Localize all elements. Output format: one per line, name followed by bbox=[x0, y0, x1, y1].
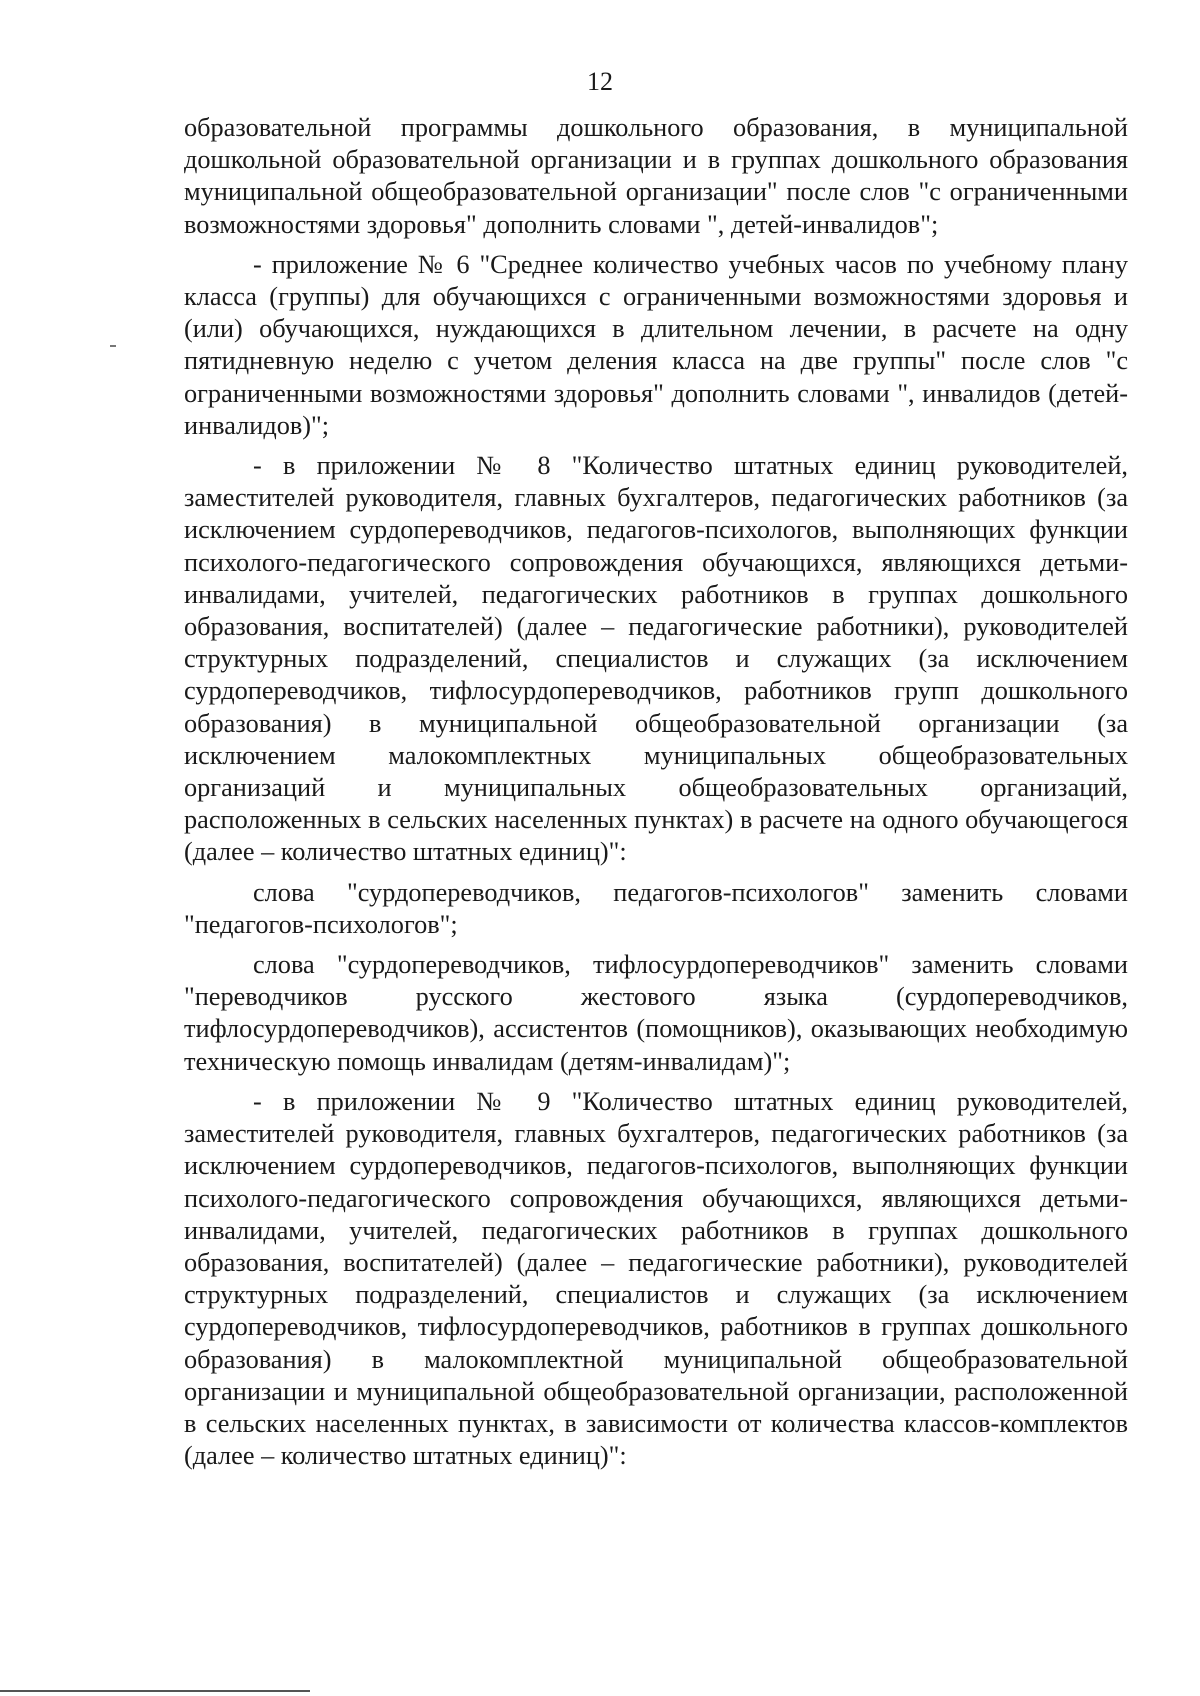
paragraph-replace-words-2: слова "сурдопереводчиков, тифлосурдопереводчиков" заменить словами "переводчиков русского жестового языка (сурдопереводчиков, тифлосурдопереводчиков), ассистентов (помощников), оказывающих необходимую техническую помощь инвалидам (детям-инвалидам)"; bbox=[184, 950, 1128, 1076]
paragraph-appendix-8: - в приложении № 8 "Количество штатных единиц руководителей, заместителей руководителя, главных бухгалтеров, педагогических работников (за исключением сурдопереводчиков, педагогов-психологов, выполняющих функции психолого-педагогического сопровождения обучающихся, являющихся детьми-инвалидами, учителей, педагогических работников в группах дошкольного образования, воспитателей) (далее – педагогические работники), руководителей структурных подразделений, специалистов и служащих (за исключением сурдопереводчиков, тифлосурдопереводчиков, работников групп дошкольного образования) в муниципальной общеобразовательной организации (за исключением малокомплектных муниципальных общеобразовательных организаций и муниципальных общеобразовательных организаций, расположенных в сельских населенных пунктах) в расчете на одного обучающегося (далее – количество штатных единиц)": bbox=[184, 451, 1128, 867]
page-number: 12 bbox=[587, 67, 613, 96]
bottom-rule bbox=[0, 1690, 310, 1692]
document-body bbox=[184, 112, 1128, 1480]
paragraph-continuation: образовательной программы дошкольного образования, в муниципальной дошкольной образовательной организации и в группах дошкольного образования муниципальной общеобразовательной организации" после слов "с ограниченными возможностями здоровья" дополнить словами ", детей-инвалидов"; bbox=[184, 113, 1128, 239]
paragraph-appendix-9: - в приложении № 9 "Количество штатных единиц руководителей, заместителей руководителя, главных бухгалтеров, педагогических работников (за исключением сурдопереводчиков, педагогов-психологов, выполняющих функции психолого-педагогического сопровождения обучающихся, являющихся детьми-инвалидами, учителей, педагогических работников в группах дошкольного образования, воспитателей) (далее – педагогические работники), руководителей структурных подразделений, специалистов и служащих (за исключением сурдопереводчиков, тифлосурдопереводчиков, работников в группах дошкольного образования) в малокомплектной муниципальной общеобразовательной организации и муниципальной общеобразовательной организации, расположенной в сельских населенных пунктах, в зависимости от количества классов-комплектов (далее – количество штатных единиц)": bbox=[184, 1086, 1128, 1471]
margin-mark bbox=[110, 345, 116, 347]
paragraph-appendix-6: - приложение № 6 "Среднее количество учебных часов по учебному плану класса (группы) для обучающихся с ограниченными возможностями здоровья и (или) обучающихся, нуждающихся в длительном лечении, в расчете на одну пятидневную неделю с учетом деления класса на две группы" после слов "с ограниченными возможностями здоровья" дополнить словами ", инвалидов (детей-инвалидов)"; bbox=[184, 249, 1128, 440]
paragraph-replace-words-1: слова "сурдопереводчиков, педагогов-психологов" заменить словами "педагогов-психологов"; bbox=[184, 877, 1128, 939]
